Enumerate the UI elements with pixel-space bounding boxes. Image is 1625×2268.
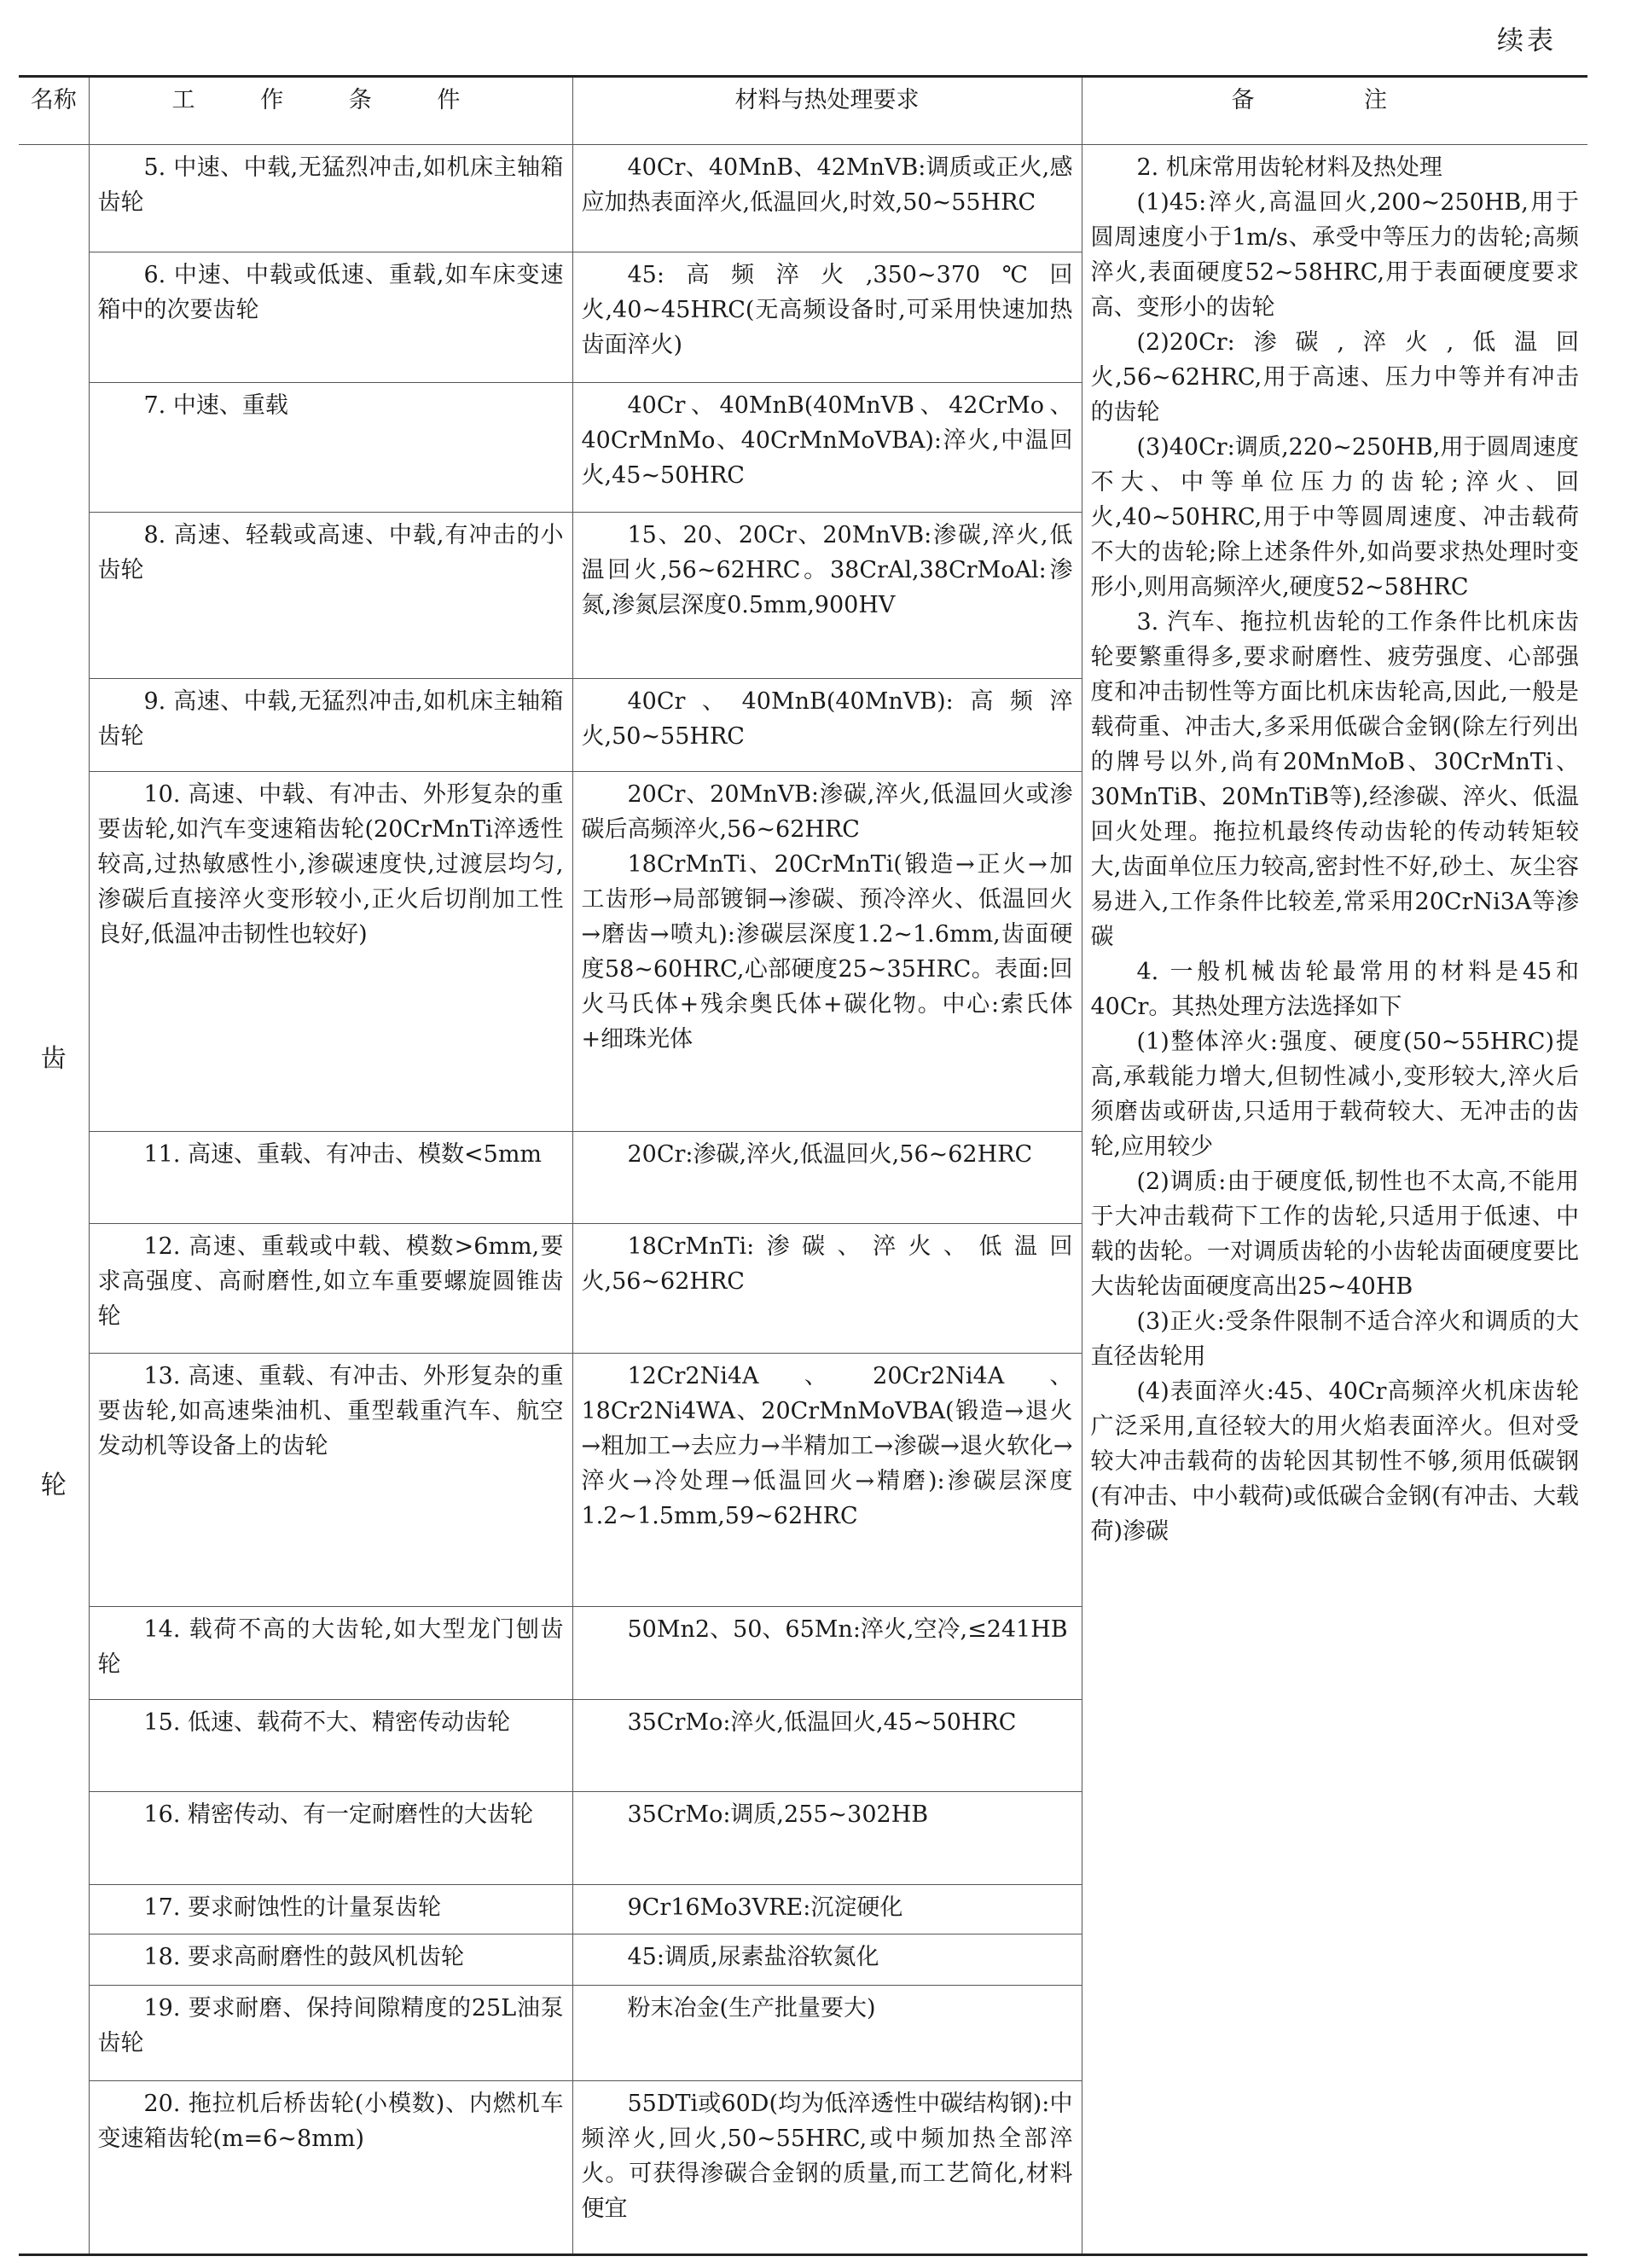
material-cell: 18CrMnTi:渗碳、淬火、低温回火,56~62HRC [572,1224,1082,1354]
material-cell: 45:调质,尿素盐浴软氮化 [572,1934,1082,1986]
notes-list [1091,150,1580,1549]
condition-cell: 7. 中速、重载 [89,382,572,512]
material-cell: 9Cr16Mo3VRE:沉淀硬化 [572,1885,1082,1934]
header-name: 名称 [19,77,89,145]
material-cell [572,772,1082,1131]
condition-cell: 15. 低速、载荷不大、精密传动齿轮 [89,1700,572,1792]
header-note: 备 注 [1082,77,1587,145]
gear-material-table [19,75,1587,2256]
condition-cell: 20. 拖拉机后桥齿轮(小模数)、内燃机车变速箱齿轮(m=6~8mm) [89,2081,572,2255]
condition-cell: 12. 高速、重载或中载、模数>6mm,要求高强度、高耐磨性,如立车重要螺旋圆锥齿轮 [89,1224,572,1354]
condition-cell: 14. 载荷不高的大齿轮,如大型龙门刨齿轮 [89,1607,572,1700]
note-paragraph: (1)45:淬火,高温回火,200~250HB,用于圆周速度小于1m/s、承受中等压力的齿轮;高频淬火,表面硬度52~58HRC,用于表面硬度要求高、变形小的齿轮 [1090,189,1579,321]
material-cell: 35CrMo:淬火,低温回火,45~50HRC [572,1700,1082,1792]
note-paragraph: (2)20Cr:渗碳,淬火,低温回火,56~62HRC,用于高速、压力中等并有冲击的齿轮 [1090,329,1579,426]
material-cell: 35CrMo:调质,255~302HB [572,1792,1082,1885]
condition-cell: 6. 中速、中载或低速、重载,如车床变速箱中的次要齿轮 [89,252,572,383]
material-cell: 15、20、20Cr、20MnVB:渗碳,淬火,低温回火,56~62HRC。38CrAl,38CrMoAl:渗氮,渗氮层深度0.5mm,900HV [572,512,1082,678]
condition-cell: 11. 高速、重载、有冲击、模数<5mm [89,1131,572,1224]
category-char-1: 齿 [40,1044,67,1074]
condition-cell: 17. 要求耐蚀性的计量泵齿轮 [89,1885,572,1934]
material-cell: 40Cr、40MnB、42MnVB:调质或正火,感应加热表面淬火,低温回火,时效,50~55HRC [572,145,1082,252]
note-paragraph: (2)调质:由于硬度低,韧性也不太高,不能用于大冲击载荷下工作的齿轮,只适用于低速、中载的齿轮。一对调质齿轮的小齿轮齿面硬度要比大齿轮齿面硬度高出25~40HB [1090,1169,1579,1300]
note-paragraph: (1)整体淬火:强度、硬度(50~55HRC)提高,承载能力增大,但韧性减小,变形较大,淬火后须磨齿或研齿,只适用于载荷较大、无冲击的齿轮,应用较少 [1090,1029,1579,1160]
condition-cell: 18. 要求高耐磨性的鼓风机齿轮 [89,1934,572,1986]
material-paragraph: 18CrMnTi、20CrMnTi(锻造→正火→加工齿形→局部镀铜→渗碳、预冷淬火、低温回火→磨齿→喷丸):渗碳层深度1.2~1.6mm,齿面硬度58~60HRC,心部硬度25~35HRC。表面:回火马氏体+残余奥氏体+碳化物。中心:索氏体+细珠光体 [581,851,1073,1053]
continued-label: 续表 [1497,26,1557,56]
notes-cell [1082,145,1587,2255]
material-cell: 40Cr、40MnB(40MnVB):高频淬火,50~55HRC [572,679,1082,772]
header-row [19,77,1587,145]
material-cell: 45:高频淬火,350~370℃回火,40~45HRC(无高频设备时,可采用快速加热齿面淬火) [572,252,1082,383]
condition-cell: 8. 高速、轻载或高速、中载,有冲击的小齿轮 [89,512,572,678]
condition-cell: 9. 高速、中载,无猛烈冲击,如机床主轴箱齿轮 [89,679,572,772]
condition-cell: 10. 高速、中载、有冲击、外形复杂的重要齿轮,如汽车变速箱齿轮(20CrMnTi淬透性较高,过热敏感性小,渗碳速度快,过渡层均匀,渗碳后直接淬火变形较小,正火后切削加工性良好,低温冲击韧性也较好) [89,772,572,1131]
condition-cell: 5. 中速、中载,无猛烈冲击,如机床主轴箱齿轮 [89,145,572,252]
material-paragraph: 20Cr、20MnVB:渗碳,淬火,低温回火或渗碳后高频淬火,56~62HRC [581,781,1073,844]
note-paragraph: (4)表面淬火:45、40Cr高频淬火机床齿轮广泛采用,直径较大的用火焰表面淬火。但对受较大冲击载荷的齿轮因其韧性不够,须用低碳钢(有冲击、中小载荷)或低碳合金钢(有冲击、大载荷)渗碳 [1090,1378,1579,1545]
header-material: 材料与热处理要求 [572,77,1082,145]
note-paragraph: (3)40Cr:调质,220~250HB,用于圆周速度不大、中等单位压力的齿轮;淬火、回火,40~50HRC,用于中等圆周速度、冲击载荷不大的齿轮;除上述条件外,如尚要求热处理时变形小,则用高频淬火,硬度52~58HRC [1090,434,1579,600]
category-cell [19,145,89,2255]
table-row [19,145,1587,252]
material-cell: 20Cr:渗碳,淬火,低温回火,56~62HRC [572,1131,1082,1224]
condition-cell: 16. 精密传动、有一定耐磨性的大齿轮 [89,1792,572,1885]
condition-cell: 13. 高速、重载、有冲击、外形复杂的重要齿轮,如高速柴油机、重型载重汽车、航空发动机等设备上的齿轮 [89,1354,572,1607]
condition-cell: 19. 要求耐磨、保持间隙精度的25L油泵齿轮 [89,1986,572,2081]
note-paragraph: 2. 机床常用齿轮材料及热处理 [1136,154,1442,181]
material-cell: 粉末冶金(生产批量要大) [572,1986,1082,2081]
note-paragraph: 3. 汽车、拖拉机齿轮的工作条件比机床齿轮要繁重得多,要求耐磨性、疲劳强度、心部强度和冲击韧性等方面比机床齿轮高,因此,一般是载荷重、冲击大,多采用低碳合金钢(除左行列出的牌号以外,尚有20MnMoB、30CrMnTi、30MnTiB、20MnTiB等),经渗碳、淬火、低温回火处理。拖拉机最终传动齿轮的传动转矩较大,齿面单位压力较高,密封性不好,砂土、灰尘容易进入,工作条件比较差,常采用20CrNi3A等渗碳 [1090,609,1579,950]
header-condition: 工 作 条 件 [89,77,572,145]
material-cell: 40Cr、40MnB(40MnVB、42CrMo、40CrMnMo、40CrMnMoVBA):淬火,中温回火,45~50HRC [572,382,1082,512]
material-cell: 55DTi或60D(均为低淬透性中碳结构钢):中频淬火,回火,50~55HRC,或中频加热全部淬火。可获得渗碳合金钢的质量,而工艺简化,材料便宜 [572,2081,1082,2255]
category-char-2: 轮 [40,1470,67,1500]
note-paragraph: (3)正火:受条件限制不适合淬火和调质的大直径齿轮用 [1090,1308,1579,1370]
material-cell: 12Cr2Ni4A、20Cr2Ni4A、18Cr2Ni4WA、20CrMnMoVBA(锻造→退火→粗加工→去应力→半精加工→渗碳→退火软化→淬火→冷处理→低温回火→精磨):渗碳层深度1.2~1.5mm,59~62HRC [572,1354,1082,1607]
note-paragraph: 4. 一般机械齿轮最常用的材料是45和40Cr。其热处理方法选择如下 [1090,959,1579,1020]
material-cell: 50Mn2、50、65Mn:淬火,空冷,≤241HB [572,1607,1082,1700]
